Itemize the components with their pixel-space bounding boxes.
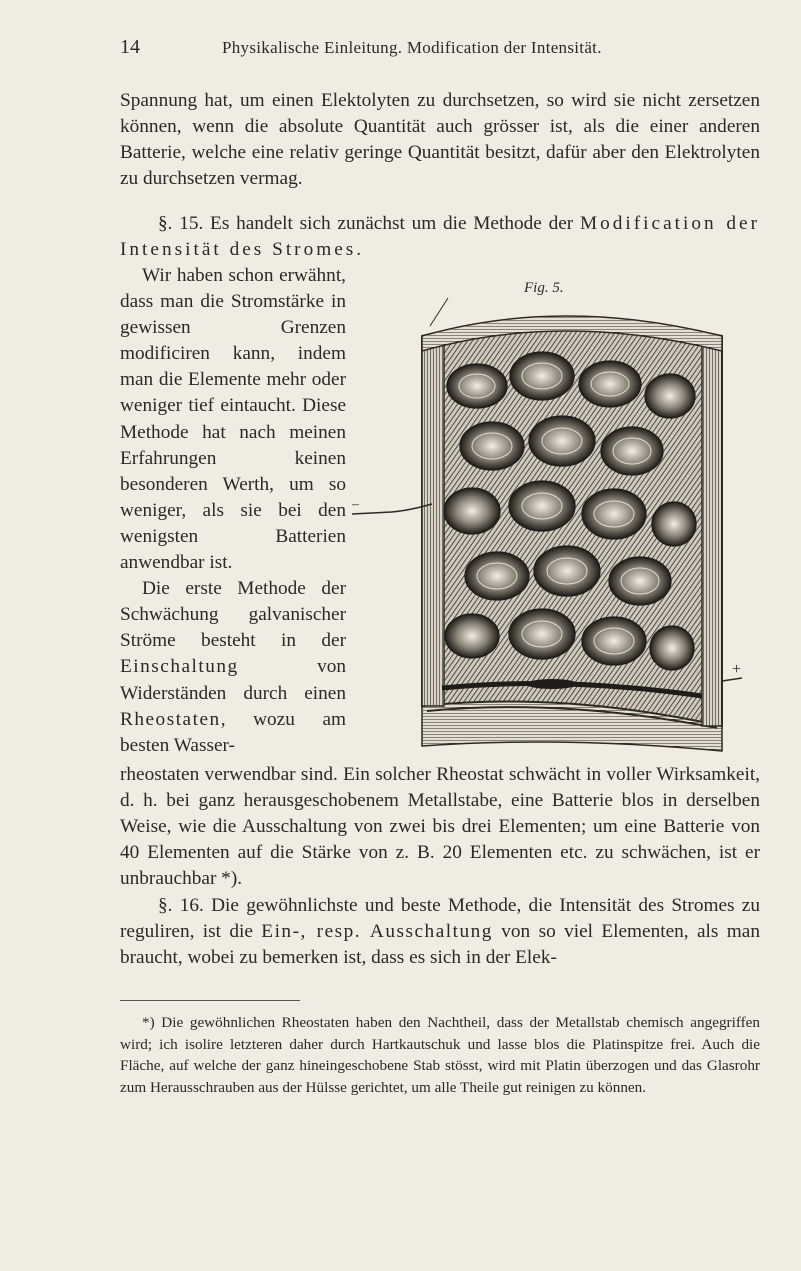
running-head: Physikalische Einleitung. Modification der Intensität. — [222, 38, 602, 57]
term-einschaltung: Einschaltung — [120, 656, 239, 678]
paragraph-first-method — [120, 576, 346, 759]
section-16-paragraph — [120, 893, 760, 971]
left-pillar — [422, 336, 444, 706]
rheostat-engraving — [352, 296, 772, 756]
section-16-start: §. 16. Die gewöhnlichste und beste Methode, die Intensität des Stromes zu reguliren, ist die — [120, 895, 760, 942]
paragraph-immersion: Wir haben schon erwähnt, dass man die Stromstärke in gewissen Grenzen modificiren kann, indem man die Elemente mehr oder weniger tief eintaucht. Diese Methode hat nach meinen Erfahrungen keinen besonderen Werth, um so weniger, als sie bei den wenigsten Batterien anwendbar ist. — [120, 265, 346, 574]
section-15-title: Modification der Intensität des Stromes. — [120, 213, 760, 260]
paragraph-rheostat-effect: rheostaten verwendbar sind. Ein solcher Rheostat schwächt in voller Wirksamkeit, d. h. bei ganz herausgeschobenem Metallstabe, eine Batterie blos in derselben Weise, wie die Ausschaltung von zwei bis drei Elementen; um eine Batterie von 40 Elementen auf die Stärke von z. B. 20 Elementen etc. zu schwächen, ist er unbrauchbar *). — [120, 764, 760, 889]
right-pillar — [702, 336, 722, 726]
page-header — [120, 36, 760, 66]
first-method-end: , wozu am besten Wasser- — [120, 708, 346, 756]
minus-label: – — [352, 497, 359, 512]
term-rheostaten: Rheostaten — [120, 708, 221, 730]
section-15-heading — [120, 211, 760, 263]
text-column-beside-figure — [120, 263, 346, 759]
slider-contact — [526, 679, 578, 689]
section-16-term: Ein-, resp. Ausschaltung — [261, 921, 493, 942]
footnote: *) Die gewöhnlichen Rheostaten haben den Nachtheil, dass der Metallstab chemisch angegriffen wird; ich isolire letzteren daher durch Hartkautschuk und lasse blos die Platinspitze frei. Auch die Fläche, auf welche der ganz hineingeschobene Stab stösst, wird mit Platin überzogen und das Glasrohr zum Herausschrauben aus der Hülsse gerichtet, um alle Theile gut reinigen zu können. — [120, 1014, 760, 1096]
figure-5-rheostat — [352, 276, 772, 756]
section-15-label: §. 15. Es handelt sich zunächst um die Methode der — [158, 213, 580, 234]
footnote-divider — [120, 1000, 300, 1001]
minus-terminal-wire — [352, 504, 432, 514]
plus-label: + — [732, 661, 742, 678]
figure-caption: Fig. 5. — [524, 280, 564, 296]
first-method-mid: von Widerständen durch einen — [120, 656, 346, 704]
first-method-text: Die erste Methode der Schwächung galvanischer Ströme besteht in der — [120, 578, 346, 652]
section-16-end: von so viel Elementen, als man braucht, wobei zu bemerken ist, dass es sich in der Elek- — [120, 921, 760, 968]
paragraph-opening: Spannung hat, um einen Elektolyten zu durchsetzen, so wird sie nicht zersetzen können, wenn die absolute Quantität auch grösser ist, als die einer anderen Batterie, welche eine relativ geringe Quantität besitzt, dafür aber den Elektrolyten zu durchsetzen vermag. — [120, 90, 760, 189]
plus-terminal-wire — [722, 678, 742, 681]
page-number: 14 — [120, 36, 140, 58]
